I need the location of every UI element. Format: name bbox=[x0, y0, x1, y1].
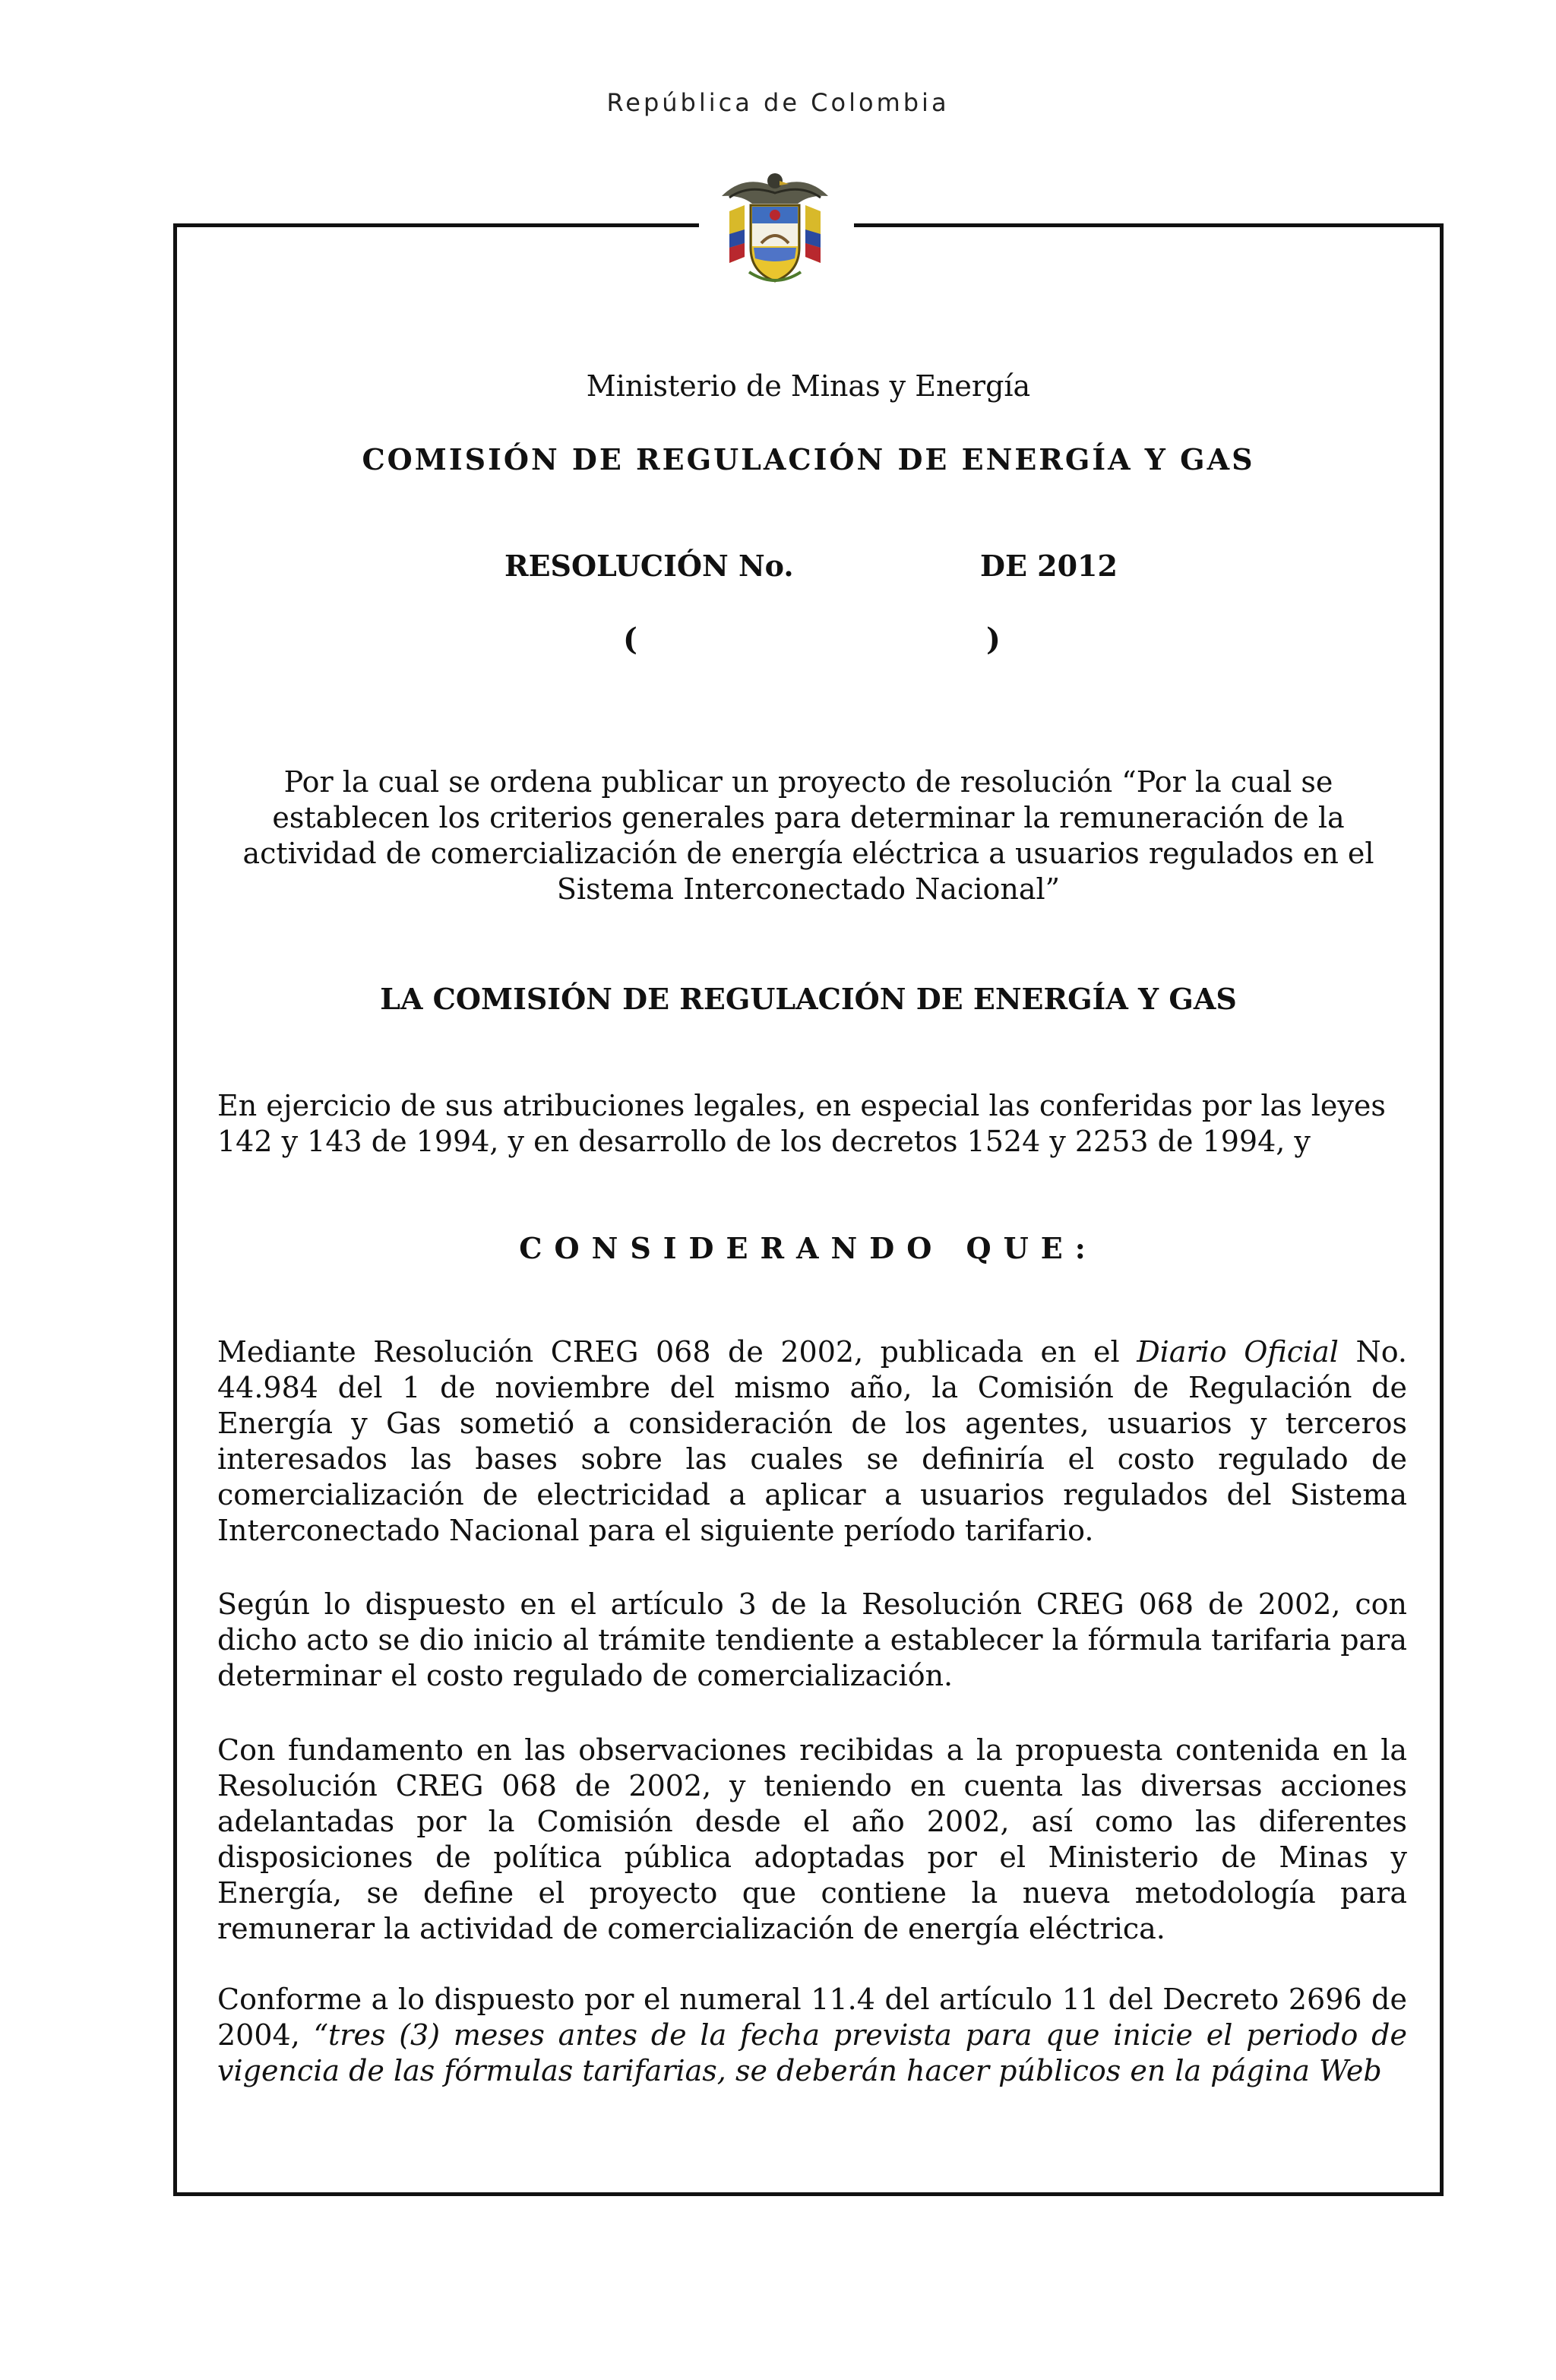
resolution-date-close-paren: ) bbox=[986, 622, 1001, 657]
considerando-heading: CONSIDERANDO QUE: bbox=[519, 1231, 1098, 1265]
paragraph-3: Con fundamento en las observaciones recibidas a la propuesta contenida en la Resolución CREG 068 de 2002, y teniendo en cuenta las diversas acciones adelantadas por la Comisión desde el año 2002, así como las diferentes disposiciones de política pública adoptadas por el Ministerio de Minas y Energía, se define el proyecto que contiene la nueva metodología para remunerar la actividad de comercialización de energía eléctrica. bbox=[217, 1733, 1407, 1945]
paragraph-2: Según lo dispuesto en el artículo 3 de la Resolución CREG 068 de 2002, con dicho acto se dio inicio al trámite tendiente a establecer la fórmula tarifaria para determinar el costo regulado de comercialización. bbox=[217, 1587, 1407, 1692]
intro-paragraph: En ejercicio de sus atribuciones legales, en especial las conferidas por las leyes 142 y 143 de 1994, y en desarrollo de los decretos 1524 y 2253 de 1994, y bbox=[217, 1089, 1386, 1158]
diario-oficial-italic: Diario Oficial bbox=[1137, 1335, 1339, 1369]
paragraph-1: Mediante Resolución CREG 068 de 2002, publicada en el Diario Oficial No. 44.984 del 1 de noviembre del mismo año, la Comisión de Regulación de Energía y Gas sometió a consideración de los agentes, usuarios y terceros interesados las bases sobre las cuales se definiría el costo regulado de comercialización de electricidad a aplicar a usuarios regulados del Sistema Interconectado Nacional para el siguiente período tarifario. bbox=[217, 1335, 1407, 1547]
ministry-name: Ministerio de Minas y Energía bbox=[586, 369, 1031, 403]
commission-name: COMISIÓN DE REGULACIÓN DE ENERGÍA Y GAS bbox=[362, 442, 1255, 476]
resolution-number-label: RESOLUCIÓN No. bbox=[504, 549, 794, 583]
decree-quote-italic: “tres (3) meses antes de la fecha prevista para que inicie el periodo de vigencia de las fórmulas tarifarias, se deberán hacer públicos en la página Web bbox=[217, 2018, 1407, 2087]
resolution-date-open-paren: ( bbox=[623, 622, 637, 657]
coat-of-arms-icon bbox=[707, 158, 843, 295]
authority-heading: LA COMISIÓN DE REGULACIÓN DE ENERGÍA Y GAS bbox=[380, 982, 1237, 1016]
paragraph-4: Conforme a lo dispuesto por el numeral 11.4 del artículo 11 del Decreto 2696 de 2004, “tres (3) meses antes de la fecha prevista para que inicie el periodo de vigencia de las fórmulas tarifarias, se deberán hacer públicos en la página Web bbox=[217, 1983, 1407, 2087]
country-header: República de Colombia bbox=[606, 88, 950, 117]
resolution-year: DE 2012 bbox=[980, 549, 1118, 583]
resolution-subject: Por la cual se ordena publicar un proyecto de resolución “Por la cual se establecen los criterios generales para determinar la remuneración de la actividad de comercialización de energía eléctrica a usuarios regulados en el Sistema Interconectado Nacional” bbox=[242, 765, 1374, 906]
